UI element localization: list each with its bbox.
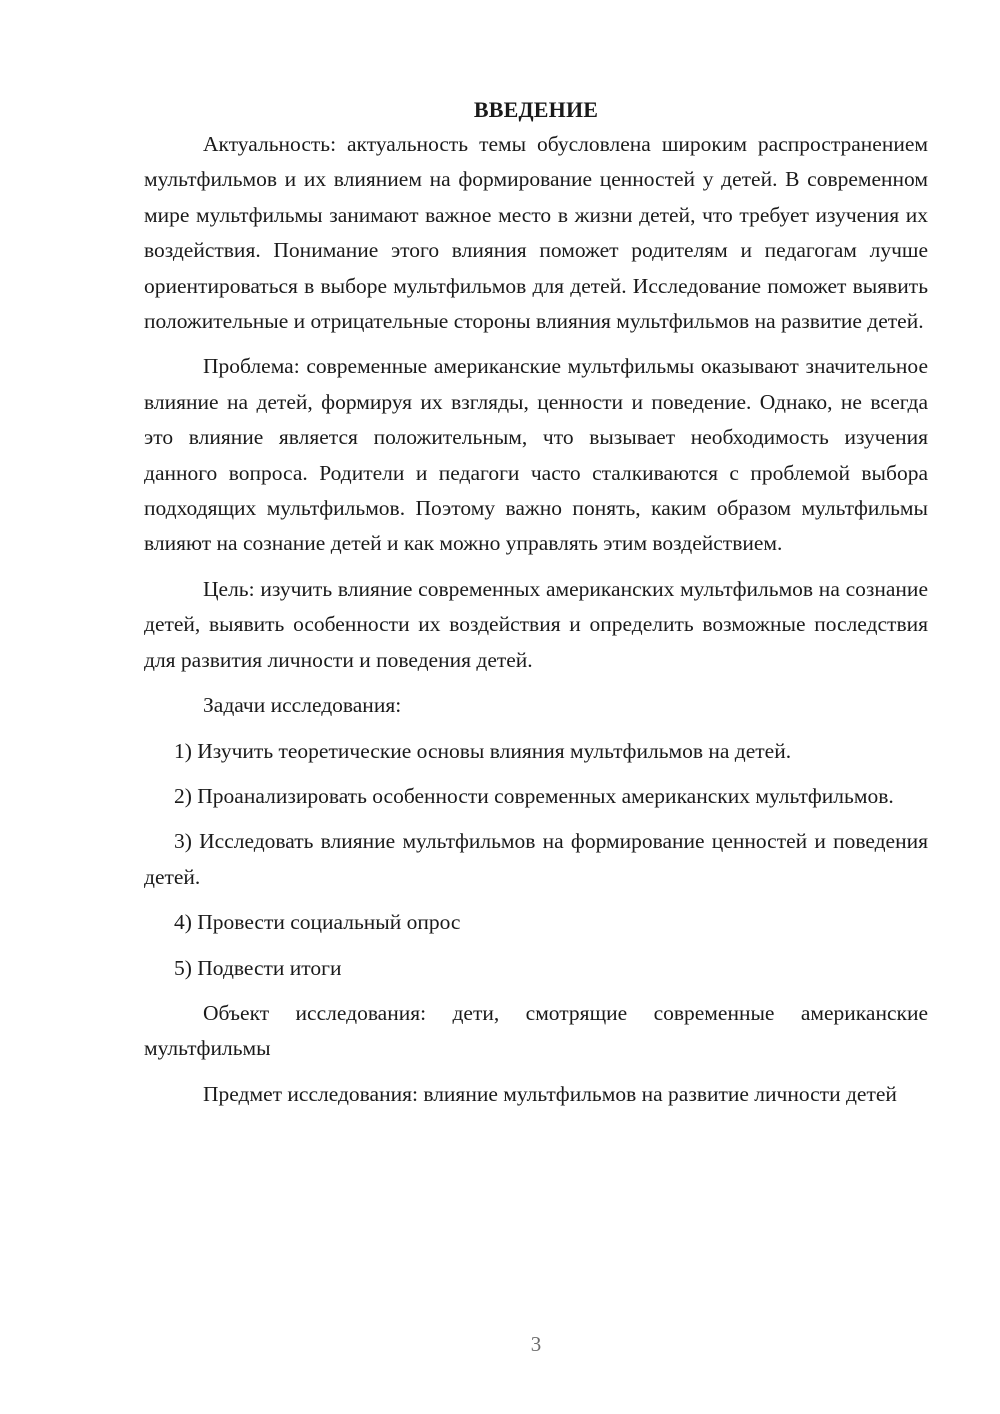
- document-page: [144, 92, 928, 1122]
- object-paragraph: Объект исследования: дети, смотрящие современные американские мультфильмы: [144, 1000, 928, 1061]
- relevance-paragraph: Актуальность: актуальность темы обусловлена широким распространением мультфильмов и их влиянием на формирование ценностей у детей. В современном мире мультфильмы занимают важное место в жизни детей, что требует изучения их воздействия. Понимание этого влияния поможет родителям и педагогам лучше ориентироваться в выборе мультфильмов для детей. Исследование поможет выявить положительные и отрицательные стороны влияния мультфильмов на развитие детей.: [144, 132, 928, 334]
- task-item-4: 4) Провести социальный опрос: [174, 910, 461, 935]
- task-item-3: 3) Исследовать влияние мультфильмов на формирование ценностей и поведения детей.: [144, 829, 928, 889]
- subject-paragraph: Предмет исследования: влияние мультфильмов на развитие личности детей: [203, 1081, 897, 1106]
- tasks-heading: Задачи исследования:: [203, 693, 402, 718]
- section-heading: ВВЕДЕНИЕ: [473, 97, 599, 122]
- goal-paragraph: Цель: изучить влияние современных американских мультфильмов на сознание детей, выявить особенности их воздействия и определить возможные последствия для развития личности и поведения детей.: [144, 576, 928, 672]
- task-item-1: 1) Изучить теоретические основы влияния мультфильмов на детей.: [174, 738, 792, 763]
- task-item-2: 2) Проанализировать особенности современных американских мультфильмов.: [174, 783, 894, 808]
- page-number: 3: [530, 1332, 542, 1356]
- problem-paragraph: Проблема: современные американские мультфильмы оказывают значительное влияние на детей, формируя их взгляды, ценности и поведение. Однако, не всегда это влияние является положительным, что вызывает необходимость изучения данного вопроса. Родители и педагоги часто сталкиваются с проблемой выбора подходящих мультфильмов. Поэтому важно понять, каким образом мультфильмы влияют на сознание детей и как можно управлять этим воздействием.: [144, 354, 928, 556]
- task-item-5: 5) Подвести итоги: [174, 955, 342, 980]
